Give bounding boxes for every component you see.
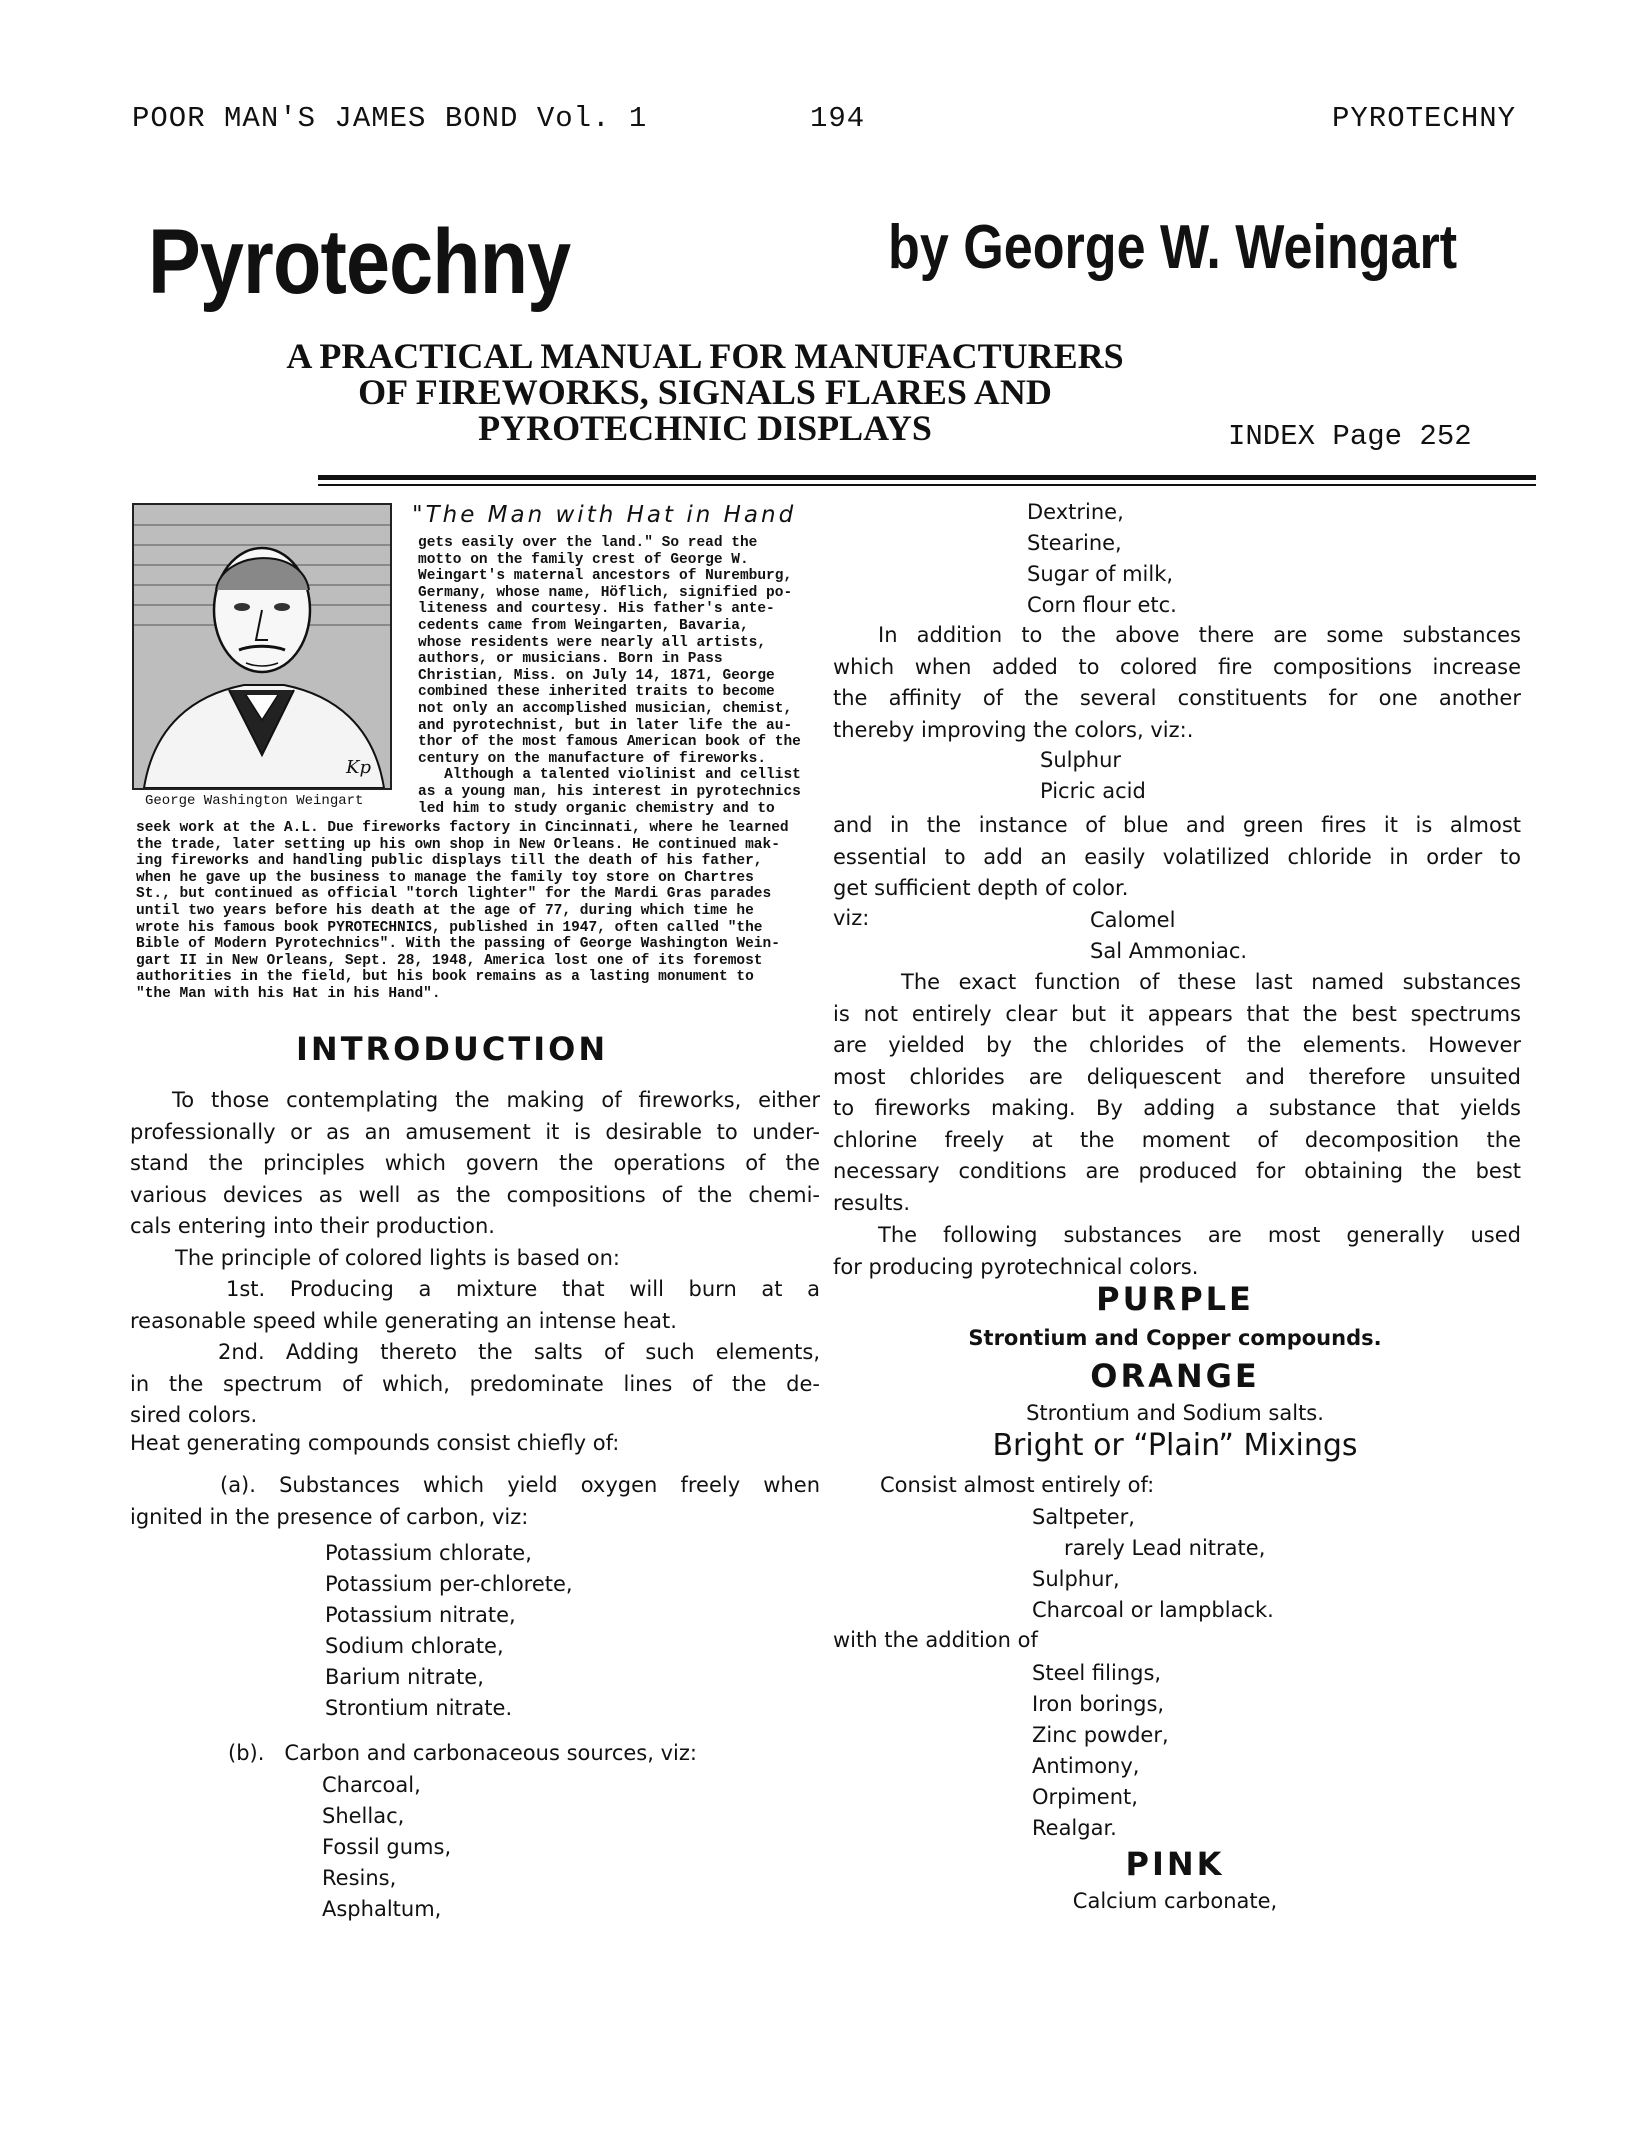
pink-heading: PINK: [1125, 1845, 1225, 1883]
item-a-paragraph: [130, 1470, 820, 1533]
addition-items: [1032, 1658, 1169, 1844]
body-line: ignited in the presence of carbon, viz:: [130, 1504, 529, 1529]
bio-line: Germany, whose name, Höflich, signified po-: [418, 584, 793, 601]
body-line: get sufficient depth of color.: [833, 876, 1129, 900]
following-paragraph: [833, 1220, 1521, 1283]
subtitle: [255, 338, 1155, 446]
purple-heading: PURPLE: [1096, 1280, 1254, 1318]
list-item: Strontium nitrate.: [325, 1696, 513, 1720]
list-item: Shellac,: [322, 1804, 405, 1828]
bio-line: seek work at the A.L. Due fireworks factory in Cincinnati, where he learned: [136, 820, 789, 836]
bio-line: St., but continued as official "torch lighter" for the Mardi Gras parades: [136, 886, 772, 903]
list-item: Potassium per-chlorete,: [325, 1572, 573, 1596]
body-line: for producing pyrotechnical colors.: [833, 1254, 1199, 1279]
body-line: results.: [833, 1190, 911, 1215]
bio-line: authorities in the field, but his book remains as a lasting monument to: [136, 969, 754, 986]
bio-line: whose residents were nearly all artists,: [418, 634, 767, 651]
body-line: In addition to the above there are some substances: [878, 623, 1521, 647]
heat-intro: Heat generating compounds consist chiefly of:: [130, 1431, 620, 1455]
list-item: Saltpeter,: [1032, 1505, 1135, 1529]
body-line: are yielded by the chlorides of the elements. However: [833, 1033, 1521, 1057]
list-item: Asphaltum,: [322, 1897, 442, 1921]
list-item: Picric acid: [1040, 779, 1146, 803]
viz-label: viz:: [833, 906, 870, 930]
bio-line: ing fireworks and handling public displays till the death of his father,: [136, 853, 763, 870]
chloride-items: [1090, 905, 1247, 967]
page-title: Pyrotechny: [148, 211, 571, 313]
bio-heading: "The Man with Hat in Hand: [412, 502, 797, 528]
list-item: Iron borings,: [1032, 1692, 1165, 1716]
body-line: to fireworks making. By adding a substance that yields: [833, 1096, 1521, 1120]
chloride-paragraph: [833, 810, 1521, 905]
orange-text: Strontium and Sodium salts.: [1026, 1401, 1324, 1425]
bio-line: as a young man, his interest in pyrotechnics: [418, 783, 801, 800]
list-item: Potassium nitrate,: [325, 1603, 516, 1627]
bio-wide-text: [136, 820, 789, 1003]
list-item: Charcoal or lampblack.: [1032, 1598, 1274, 1622]
bio-line: liteness and courtesy. His father's ante-: [418, 601, 775, 618]
subtitle-line: OF FIREWORKS, SIGNALS FLARES AND: [358, 372, 1052, 412]
list-item: Sugar of milk,: [1027, 562, 1174, 586]
body-line: most chlorides are deliquescent and therefore unsuited: [833, 1064, 1521, 1089]
portrait-caption: George Washington Weingart: [145, 793, 364, 809]
bio-line: Bible of Modern Pyrotechnics". With the passing of George Washington Wein-: [136, 936, 780, 953]
body-line: in the spectrum of which, predominate lines of the de-: [130, 1371, 820, 1396]
body-line: which when added to colored fire compositions increase: [833, 654, 1521, 679]
list-item: Sodium chlorate,: [325, 1634, 504, 1658]
body-line: necessary conditions are produced for obtaining the best: [833, 1159, 1521, 1183]
list-item: Antimony,: [1032, 1754, 1140, 1778]
body-line: 2nd. Adding thereto the salts of such elements,: [218, 1340, 820, 1364]
bright-heading: Bright or “Plain” Mixings: [992, 1428, 1358, 1463]
list-item: Barium nitrate,: [325, 1665, 484, 1689]
subtitle-line: A PRACTICAL MANUAL FOR MANUFACTURERS: [286, 336, 1124, 376]
body-line: essential to add an easily volatilized chloride in order to: [833, 844, 1521, 869]
list-item: Stearine,: [1027, 531, 1122, 555]
list-item: Corn flour etc.: [1027, 593, 1177, 617]
body-line: The following substances are most generally used: [878, 1223, 1521, 1247]
list-item: Orpiment,: [1032, 1785, 1138, 1809]
list-item: Sulphur,: [1032, 1567, 1120, 1591]
list-item: Realgar.: [1032, 1816, 1117, 1840]
bio-line: wrote his famous book PYROTECHNICS, published in 1947, often called "the: [136, 919, 763, 936]
bio-line: thor of the most famous American book of the: [418, 734, 801, 751]
pink-text: Calcium carbonate,: [1072, 1889, 1278, 1913]
bio-line: cedents came from Weingarten, Bavaria,: [418, 617, 749, 634]
list-item: rarely Lead nitrate,: [1064, 1536, 1266, 1560]
bio-line: "the Man with his Hat in his Hand".: [136, 985, 441, 1002]
title-rule-thick: [318, 475, 1536, 480]
index-reference: INDEX Page 252: [1228, 420, 1472, 453]
bio-line: Weingart's maternal ancestors of Nuremburg,: [418, 568, 793, 585]
title-rule-thin: [318, 484, 1536, 486]
bio-line: gart II in New Orleans, Sept. 28, 1948, America lost one of its foremost: [136, 952, 763, 969]
list-item: Fossil gums,: [322, 1835, 452, 1859]
body-line: sired colors.: [130, 1403, 258, 1427]
list-item: Sal Ammoniac.: [1090, 939, 1248, 963]
bio-line: century on the manufacture of fireworks.: [418, 750, 767, 767]
list-item: Resins,: [322, 1866, 397, 1890]
bio-line: combined these inherited traits to become: [418, 684, 775, 701]
body-line: reasonable speed while generating an intense heat.: [130, 1308, 677, 1333]
body-line: and in the instance of blue and green fires it is almost: [833, 813, 1521, 837]
bio-line: Although a talented violinist and cellist: [418, 767, 801, 784]
introduction-heading: INTRODUCTION: [296, 1030, 609, 1068]
list-item: Calomel: [1090, 908, 1176, 932]
bright-intro: Consist almost entirely of:: [880, 1473, 1155, 1497]
portrait-image: [132, 503, 392, 790]
body-line: 1st. Producing a mixture that will burn at a: [226, 1277, 820, 1301]
body-line: professionally or as an amusement it is desirable to under-: [130, 1119, 820, 1144]
list-item: Steel filings,: [1032, 1661, 1162, 1685]
affinity-items: [1040, 745, 1146, 807]
byline: by George W. Weingart: [888, 213, 1458, 282]
list-item: Zinc powder,: [1032, 1723, 1169, 1747]
list-item: Charcoal,: [322, 1773, 421, 1797]
body-line: The exact function of these last named substances: [901, 970, 1521, 994]
bio-line: until two years before his death at the age of 77, during which time he: [136, 902, 754, 919]
principle-line: The principle of colored lights is based on:: [175, 1245, 620, 1270]
list-item: Dextrine,: [1027, 500, 1124, 524]
orange-heading: ORANGE: [1090, 1357, 1260, 1395]
oxidizer-list: [325, 1538, 573, 1724]
running-header-right: PYROTECHNY: [1332, 102, 1517, 135]
item-b-line: (b). Carbon and carbonaceous sources, viz:: [228, 1741, 697, 1765]
bio-narrow-text: [418, 535, 801, 817]
page-number: 194: [810, 102, 866, 135]
running-header-left: POOR MAN'S JAMES BOND Vol. 1: [132, 102, 648, 135]
bio-line: the trade, later setting up his own shop in New Orleans. He continued mak-: [136, 836, 780, 853]
body-line: thereby improving the colors, viz:.: [833, 717, 1194, 742]
body-line: the affinity of the several constituents for one another: [833, 686, 1521, 710]
bio-line: and pyrotechnist, but in later life the au-: [418, 717, 793, 734]
body-line: To those contemplating the making of fireworks, either: [172, 1088, 820, 1112]
body-line: various devices as well as the compositions of the chemi-: [130, 1182, 820, 1207]
list-item: Sulphur: [1040, 748, 1122, 772]
list-item: Potassium chlorate,: [325, 1541, 532, 1565]
introduction-paragraph: [130, 1085, 820, 1432]
bio-line: Christian, Miss. on July 14, 1871, George: [418, 667, 775, 684]
affinity-paragraph: [833, 620, 1521, 746]
bio-line: when he gave up the business to manage the family toy store on Chartres: [136, 869, 754, 886]
subtitle-line: PYROTECHNIC DISPLAYS: [478, 408, 932, 448]
bright-items: [1032, 1502, 1274, 1626]
body-line: cals entering into their production.: [130, 1214, 495, 1238]
bio-line: gets easily over the land." So read the: [418, 535, 758, 551]
body-line: (a). Substances which yield oxygen freely when: [220, 1473, 820, 1497]
bio-line: authors, or musicians. Born in Pass: [418, 651, 723, 668]
function-paragraph: [833, 967, 1521, 1219]
bio-line: motto on the family crest of George W.: [418, 551, 749, 568]
carbon-list: [322, 1770, 451, 1925]
body-line: is not entirely clear but it appears that the best spectrums: [833, 1001, 1521, 1026]
bio-line: not only an accomplished musician, chemist,: [418, 700, 793, 717]
purple-text: Strontium and Copper compounds.: [968, 1326, 1382, 1350]
body-line: stand the principles which govern the operations of the: [130, 1151, 820, 1175]
top-items-list: [1027, 497, 1177, 621]
body-line: chlorine freely at the moment of decomposition the: [833, 1127, 1521, 1152]
bio-line: led him to study organic chemistry and to: [418, 800, 775, 817]
addition-line: with the addition of: [833, 1628, 1038, 1652]
portrait-initials: Kp: [346, 757, 371, 778]
